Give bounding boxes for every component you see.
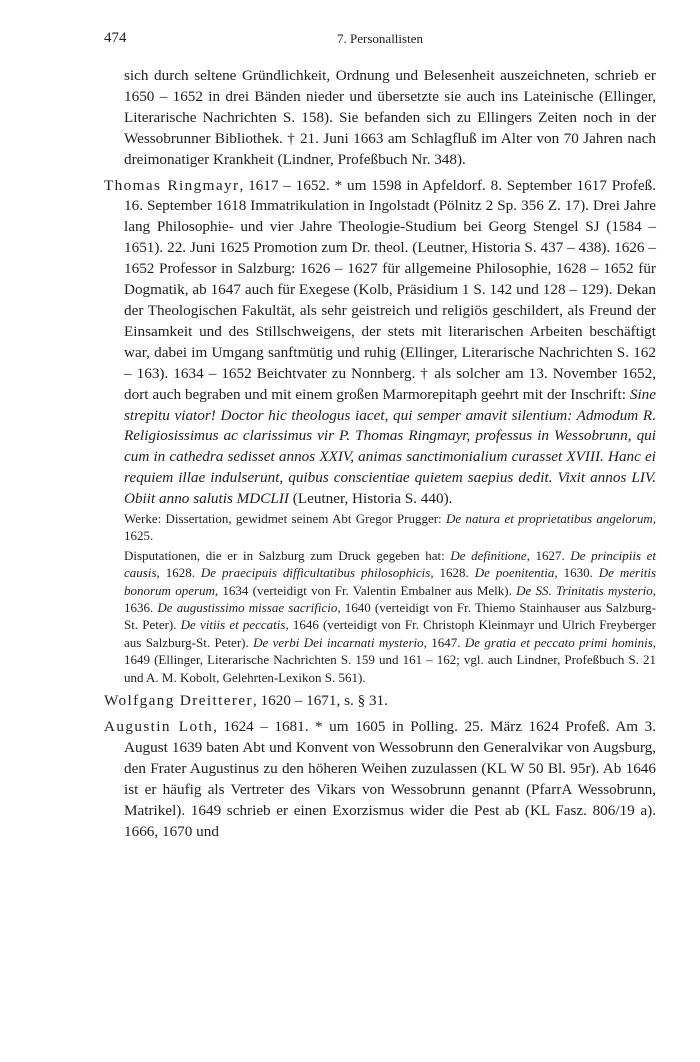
running-head: 7. Personallisten [337, 31, 423, 46]
page-header [104, 30, 656, 52]
works-disputations: Disputationen, die er in Salzburg zum Druck gegeben hat: De definitione, 1627. De principiis et causis, 1628. De praecipuis difficultatibus philosophicis, 1628. De poenitentia, 1630. De meritis bonorum operum, 1634 (verteidigt von Fr. Valentin Embalner aus Melk). De SS. Trinitatis mysterio, 1636. De augustissimo missae sacrificio, 1640 (verteidigt von Fr. Thiemo Stainhauser aus Salzburg-St. Peter). De vitiis et peccatis, 1646 (verteidigt von Fr. Christoph Kleinmayr und Ulrich Freyberger aus Salzburg-St. Peter). De verbi Dei incarnati mysterio, 1647. De gratia et peccato primi hominis, 1649 (Ellinger, Literarische Nachrichten S. 159 und 161 – 162; vgl. auch Lindner, Profeßbuch S. 21 und A. M. Kobolt, Gelehrten-Lexikon S. 561). [124, 547, 657, 685]
work-title: De praecipuis difficultatibus philosophicis [200, 565, 431, 581]
works-note [104, 510, 656, 686]
entry-name: Wolfgang Dreitterer [104, 692, 253, 710]
entry-text-end: (Leutner, Historia S. 440). [288, 490, 453, 508]
work-title: De natura et proprietatibus angelorum [446, 511, 653, 527]
continuation-paragraph: sich durch seltene Gründlichkeit, Ordnung und Belesenheit auszeichneten, schrieb er 1650 – 1652 in drei Bänden nieder und übersetzte sie auch ins Lateinische (Ellinger, Literarische Nachrichten S. 158). Sie befanden sich zu Ellingers Zeiten noch in der Wessobrunner Bibliothek. † 21. Juni 1663 am Schlagfluß im Alter von 70 Jahren nach dreimonatiger Krankheit (Lindner, Profeßbuch Nr. 348). [124, 67, 656, 168]
work-title: De augustissimo missae sacrificio [157, 600, 338, 616]
epitaph-inscription: Sine strepitu viator! Doctor hic theologus iacet, qui semper amavit silentium: Admodum R. Religiosissimus ac clarissimus vir P. Thomas Ringmayr, professus in Wessobrunn, qui cum in cathedra sedisset annos XXIV, animas sanctimonialium curasset XVIII. Hanc ei requiem illae indulserunt, quibus conscientiae quietem saepius dedit. Vixit annos LIV. Obiit anno salutis MDCLII [124, 385, 656, 508]
entry-text: , 1624 – 1681. * um 1605 in Polling. 25. März 1624 Profeß. Am 3. August 1639 baten Abt und Konvent von Wessobrunn den Generalvikar von Augsburg, den Frater Augustinus zu den höheren Weihen zuzulassen (KL W 50 Bl. 95r). Ab 1646 ist er häufig als Vertreter des Vikars von Wessobrunn genannt (PfarrA Wessobrunn, Matrikel). 1649 schrieb er einen Exorzismus wider die Pest ab (KL Fasz. 806/19 a). 1666, 1670 und [124, 718, 656, 840]
entry-augustin-loth [104, 717, 656, 842]
entry-thomas-ringmayr [104, 176, 656, 511]
work-title: De definitione [450, 547, 527, 563]
work-title: De meritis bonorum operum [124, 565, 657, 598]
work-title: De gratia et peccato primi hominis [464, 634, 653, 650]
works-dissertation: Werke: Dissertation, gewidmet seinem Abt Gregor Prugger: De natura et proprietatibus angelorum, 1625. [124, 511, 656, 544]
entry-name: Augustin Loth [104, 718, 214, 735]
entry-text: , 1617 – 1652. * um 1598 in Apfeldorf. 8. September 1617 Profeß. 16. September 1618 Immatrikulation in Ingolstadt (Pölnitz 2 Sp. 356 Z. 17). Drei Jahre lang Philosophie- und vier Jahre Theologie-Studium bei Georg Stengel SJ (1584 – 1651). 22. Juni 1625 Promotion zum Dr. theol. (Leutner, Historia S. 437 – 438). 1626 – 1652 Professor in Salzburg: 1626 – 1627 für allgemeine Philosophie, 1628 – 1652 für Dogmatik, ab 1647 auch für Exegese (Kolb, Präsidium 1 S. 142 und 128 – 129). Dekan der Theologischen Fakultät, als sehr geistreich und religiös geschildert, als Freund der Einsamkeit und des Stillschweigens, der stets mit literarischen Arbeiten beschäftigt war, dabei im Umgang sanftmütig und ruhig (Ellinger, Literarische Nachrichten S. 162 – 163). 1634 – 1652 Beichtvater zu Nonnberg. † als solcher am 13. November 1652, dort auch begraben und mit einem großen Marmorepitaph geehrt mit der Inschrift: [124, 176, 656, 403]
work-title: De verbi Dei incarnati mysterio [253, 634, 424, 650]
work-title: De SS. Trinitatis mysterio [516, 582, 653, 598]
entry-wolfgang-dreitterer [104, 691, 656, 712]
work-title: De poenitentia [474, 565, 555, 581]
entry-name: Thomas Ringmayr [104, 176, 240, 194]
work-title: De vitiis et peccatis [180, 617, 286, 633]
page-number: 474 [104, 30, 127, 46]
work-title: De principiis et causis [124, 547, 656, 581]
page-body [104, 66, 656, 842]
entry-text: , 1620 – 1671, s. § 31. [252, 692, 388, 710]
